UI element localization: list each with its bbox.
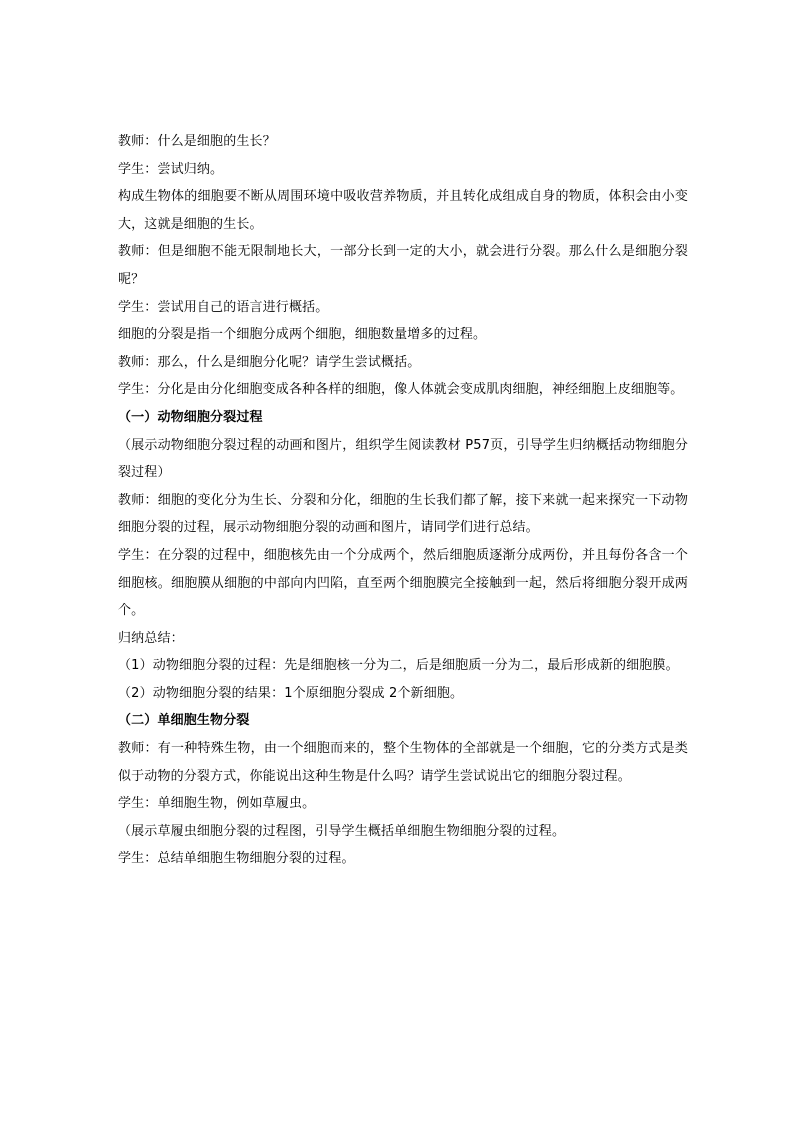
paragraph-student-attempt-summary: 学生：尝试归纳。 xyxy=(118,161,224,177)
paragraph-teacher-question-division: 教师：但是细胞不能无限制地长大，一部分长到一定的大小，就会进行分裂。那么什么是细胞分裂呢？ xyxy=(118,244,688,287)
paragraph-student-differentiation-answer: 学生：分化是由分化细胞变成各种各样的细胞，像人体就会变成肌肉细胞，神经细胞上皮细胞等。 xyxy=(118,382,684,398)
paragraph-student-summarize: 学生：总结单细胞生物细胞分裂的过程。 xyxy=(118,851,355,867)
paragraph-show-paramecium-note: （展示草履虫细胞分裂的过程图，引导学生概括单细胞生物细胞分裂的过程。 xyxy=(118,823,566,839)
paragraph-cell-division-definition: 细胞的分裂是指一个细胞分成两个细胞，细胞数量增多的过程。 xyxy=(118,327,487,343)
paragraph-cell-growth-definition: 构成生物体的细胞要不断从周围环境中吸收营养物质，并且转化成组成自身的物质，体积会由小变大，这就是细胞的生长。 xyxy=(118,189,688,232)
paragraph-summary-label: 归纳总结： xyxy=(118,630,184,646)
paragraph-teacher-explore-division: 教师：细胞的变化分为生长、分裂和分化，细胞的生长我们都了解，接下来就一起来探究一下动物细胞分裂的过程，展示动物细胞分裂的动画和图片，请同学们进行总结。 xyxy=(118,492,688,536)
paragraph-student-own-words: 学生：尝试用自己的语言进行概括。 xyxy=(118,299,329,315)
section-heading-animal-cell-division: （一）动物细胞分裂过程 xyxy=(118,409,263,425)
paragraph-show-animation-note: （展示动物细胞分裂过程的动画和图片，组织学生阅读教材 P57页，引导学生归纳概括动物细胞分裂过程） xyxy=(118,437,688,481)
paragraph-student-division-process: 学生：在分裂的过程中，细胞核先由一个分成两个，然后细胞质逐渐分成两份，并且每份各含一个细胞核。细胞膜从细胞的中部向内凹陷，直至两个细胞膜完全接触到一起，然后将细胞分裂开成两个。 xyxy=(118,547,688,619)
section-heading-unicellular-division: （二）单细胞生物分裂 xyxy=(118,713,250,729)
paragraph-student-paramecium: 学生：单细胞生物，例如草履虫。 xyxy=(118,796,316,812)
paragraph-teacher-special-organism: 教师：有一种特殊生物，由一个细胞而来的，整个生物体的全部就是一个细胞，它的分类方式是类似于动物的分裂方式，你能说出这种生物是什么吗？请学生尝试说出它的细胞分裂过程。 xyxy=(118,741,688,784)
paragraph-teacher-question-growth: 教师：什么是细胞的生长？ xyxy=(118,134,276,149)
paragraph-summary-point-1: （1）动物细胞分裂的过程：先是细胞核一分为二，后是细胞质一分为二，最后形成新的细胞膜。 xyxy=(118,658,679,674)
paragraph-summary-point-2: （2）动物细胞分裂的结果：1个原细胞分裂成 2个新细胞。 xyxy=(118,685,464,701)
paragraph-teacher-question-differentiation: 教师：那么，什么是细胞分化呢？请学生尝试概括。 xyxy=(118,354,421,370)
document-body xyxy=(118,128,688,873)
